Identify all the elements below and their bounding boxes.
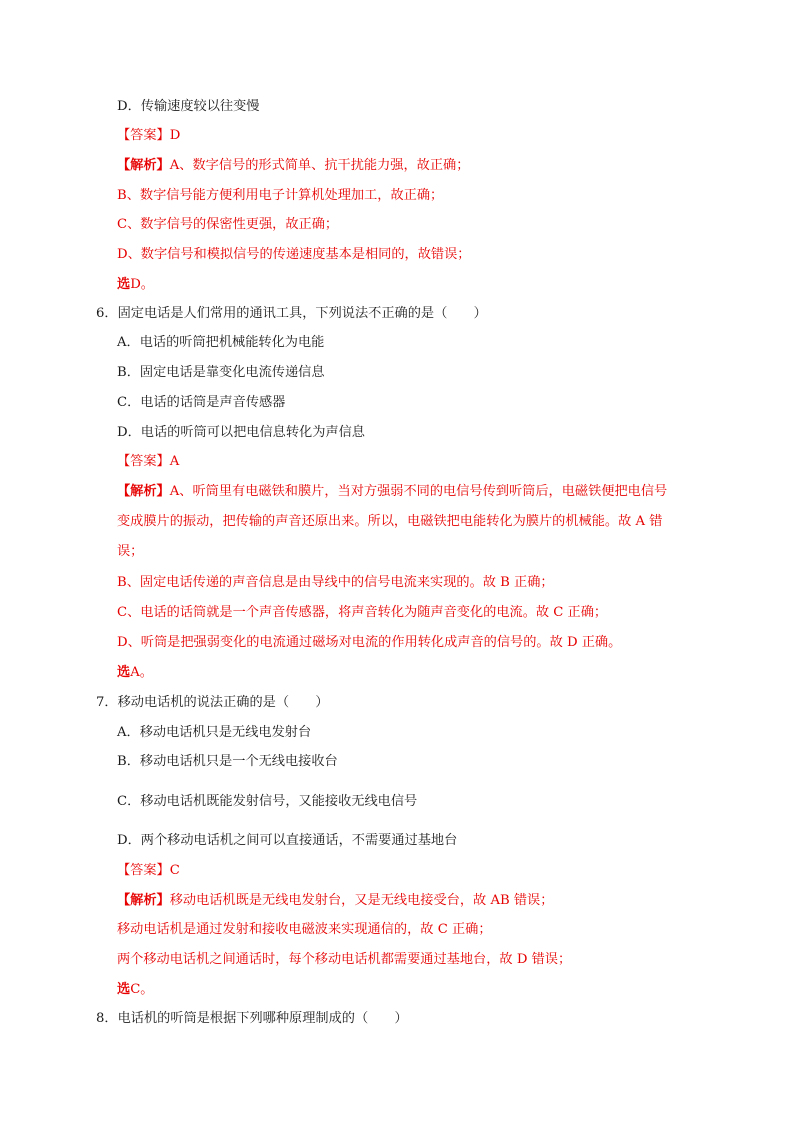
analysis-tag: 【解析】: [117, 158, 170, 173]
q6-answer: [117, 453, 179, 471]
q7-option-d: D．两个移动电话机之间可以直接通话，不需要通过基地台: [117, 833, 458, 848]
q7-analysis-1: [117, 892, 553, 910]
choose-value: C。: [130, 982, 154, 997]
choose-prefix: 选: [117, 277, 131, 292]
answer-tag: 【答案】: [117, 863, 170, 878]
q8-stem: 8．电话机的听筒是根据下列哪种原理制成的（ ）: [96, 1011, 408, 1026]
q5-analysis-1: [117, 157, 469, 175]
q6-analysis-2: 变成膜片的振动，把传输的声音还原出来。所以，电磁铁把电能转化为膜片的机械能。故 A 错: [117, 514, 663, 529]
q7-analysis-3: 两个移动电话机之间通话时，每个移动电话机都需要通过基地台，故 D 错误；: [117, 952, 572, 967]
choose-value: D。: [130, 277, 154, 292]
analysis-text: A、听筒里有电磁铁和膜片，当对方强弱不同的电信号传到听筒后，电磁铁便把电信号: [169, 484, 668, 499]
q6-option-a: A．电话的听筒把机械能转化为电能: [117, 335, 325, 350]
answer-value: A: [169, 454, 180, 469]
q7-option-b: B．移动电话机只是一个无线电接收台: [117, 754, 338, 769]
q6-analysis-6: D、听筒是把强弱变化的电流通过磁场对电流的作用转化成声音的信号的。故 D 正确。: [117, 635, 622, 650]
q6-option-c: C．电话的话筒是声音传感器: [117, 395, 286, 410]
q6-analysis-4: B、固定电话传递的声音信息是由导线中的信号电流来实现的。故 B 正确；: [117, 575, 554, 590]
q7-stem: 7．移动电话机的说法正确的是（ ）: [96, 695, 329, 710]
q5-option-d: D．传输速度较以往变慢: [117, 99, 260, 114]
answer-tag: 【答案】: [117, 454, 170, 469]
choose-value: A。: [130, 665, 153, 680]
choose-prefix: 选: [117, 665, 131, 680]
q6-analysis-5: C、电话的话筒就是一个声音传感器，将声音转化为随声音变化的电流。故 C 正确；: [117, 605, 608, 620]
answer-tag: 【答案】: [117, 128, 170, 143]
q5-answer: [117, 127, 180, 145]
q7-option-a: A．移动电话机只是无线电发射台: [117, 725, 312, 740]
analysis-tag: 【解析】: [117, 893, 170, 908]
q7-analysis-2: 移动电话机是通过发射和接收电磁波来实现通信的，故 C 正确；: [117, 922, 492, 937]
answer-value: C: [169, 863, 180, 878]
q6-stem: 6．固定电话是人们常用的通讯工具，下列说法不正确的是（ ）: [96, 306, 487, 321]
q6-analysis-1: [117, 483, 667, 501]
q6-analysis-3: 误；: [117, 544, 144, 559]
q5-choose: [117, 276, 154, 294]
q6-option-b: B．固定电话是靠变化电流传递信息: [117, 365, 325, 380]
answer-value: D: [169, 128, 181, 143]
q5-analysis-4: D、数字信号和模拟信号的传递速度基本是相同的，故错误；: [117, 247, 471, 262]
q5-analysis-3: C、数字信号的保密性更强，故正确；: [117, 217, 339, 232]
q5-analysis-2: B、数字信号能方便利用电子计算机处理加工，故正确；: [117, 188, 444, 203]
analysis-text: A、数字信号的形式简单、抗干扰能力强，故正确；: [169, 158, 470, 173]
choose-prefix: 选: [117, 982, 131, 997]
q7-choose: [117, 981, 153, 999]
analysis-tag: 【解析】: [117, 484, 170, 499]
q6-choose: [117, 664, 153, 682]
q7-answer: [117, 862, 180, 880]
analysis-text: 移动电话机既是无线电发射台，又是无线电接受台，故 AB 错误；: [169, 893, 554, 908]
q7-option-c: C．移动电话机既能发射信号，又能接收无线电信号: [117, 794, 418, 809]
q6-option-d: D．电话的听筒可以把电信息转化为声信息: [117, 425, 365, 440]
